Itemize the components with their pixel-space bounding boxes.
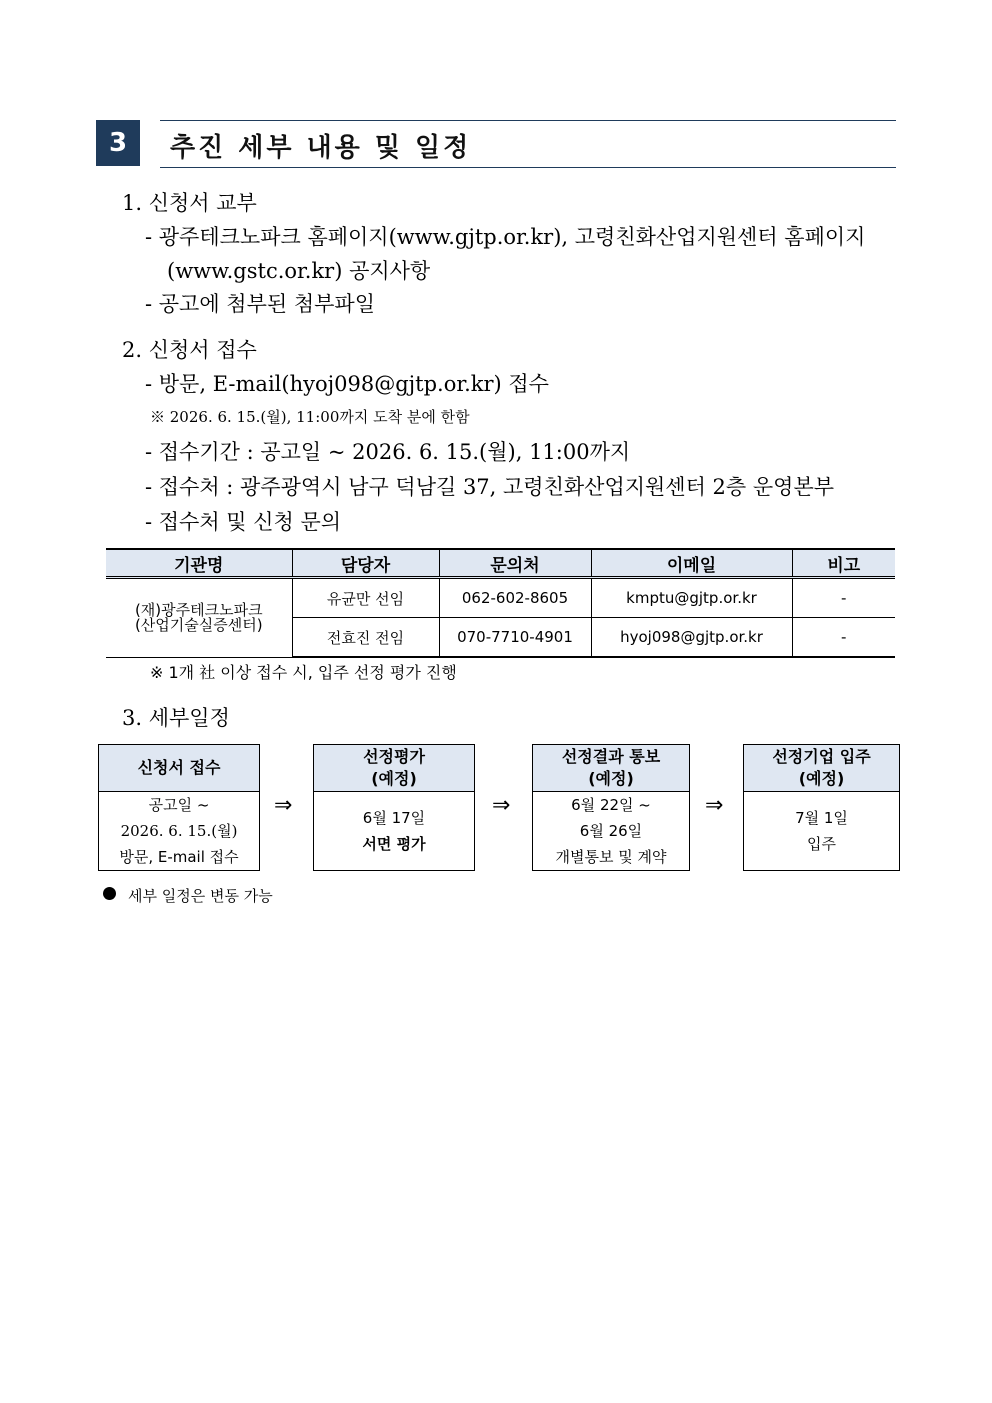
- item1-line-1: - 광주테크노파크 홈페이지(www.gjtp.or.kr), 고령친화산업지원센터 홈페이지: [145, 225, 866, 249]
- bullet-icon: [103, 887, 116, 900]
- arrow-icon: ⇒: [274, 793, 293, 818]
- schedule-step-2: [313, 744, 475, 871]
- schedule-step-head: [314, 745, 474, 792]
- schedule-step-3: [532, 744, 690, 871]
- item2-visit: - 방문, E-mail(hyoj098@gjtp.or.kr) 접수: [145, 372, 549, 396]
- step-title: 신청서 접수: [137, 758, 221, 777]
- item2-inquiry: - 접수처 및 신청 문의: [145, 510, 342, 534]
- item2-note: ※ 2026. 6. 15.(월), 11:00까지 도착 분에 한함: [150, 408, 470, 426]
- step-subtitle: (예정): [798, 769, 845, 788]
- header-phone: 문의처: [439, 549, 591, 578]
- step-title: 선정결과 통보: [561, 747, 661, 766]
- schedule-step-head: [99, 745, 259, 792]
- item1-line-2: (www.gstc.or.kr) 공지사항: [167, 259, 431, 283]
- org-name-line2: (산업기술실증센터): [134, 615, 263, 634]
- table-row: [106, 578, 895, 618]
- header-person: 담당자: [292, 549, 439, 578]
- header-remark: 비고: [792, 549, 895, 578]
- contact-table: [106, 548, 895, 658]
- item2-period: - 접수기간 : 공고일 ~ 2026. 6. 15.(월), 11:00까지: [145, 440, 631, 464]
- step-line-2: 서면 평가: [362, 835, 426, 853]
- step-line-1: 6월 22일 ~: [571, 796, 651, 814]
- step-line-3: 방문, E-mail 접수: [119, 848, 239, 866]
- section-header: [96, 120, 896, 166]
- item1-heading: 1. 신청서 교부: [122, 191, 257, 215]
- item2-place: - 접수처 : 광주광역시 남구 덕남길 37, 고령친화산업지원센터 2층 운영본부: [145, 475, 835, 499]
- step-line-2: 입주: [807, 835, 836, 853]
- schedule-step-1: [98, 744, 260, 871]
- arrow-icon: ⇒: [705, 793, 724, 818]
- step-line-2: 6월 26일: [579, 822, 643, 840]
- arrow-icon: ⇒: [492, 793, 511, 818]
- schedule-step-4: [743, 744, 900, 871]
- table-note: ※ 1개 社 이상 접수 시, 입주 선정 평가 진행: [150, 663, 457, 682]
- header-org: 기관명: [106, 549, 292, 578]
- step-line-1: 6월 17일: [362, 809, 426, 827]
- schedule-step-body: [533, 792, 689, 870]
- person-cell: 유균만 선임: [292, 578, 439, 618]
- phone-cell: 062-602-8605: [439, 578, 591, 618]
- email-cell: kmptu@gjtp.or.kr: [591, 578, 792, 618]
- step-title: 선정평가: [363, 747, 425, 766]
- header-email: 이메일: [591, 549, 792, 578]
- item2-heading: 2. 신청서 접수: [122, 338, 257, 362]
- email-cell: hyoj098@gjtp.or.kr: [591, 618, 792, 658]
- schedule-step-head: [744, 745, 899, 792]
- schedule-step-body: [314, 792, 474, 870]
- phone-cell: 070-7710-4901: [439, 618, 591, 658]
- item3-heading: 3. 세부일정: [122, 706, 230, 730]
- schedule-step-body: [99, 792, 259, 870]
- section-title: 추진 세부 내용 및 일정: [170, 133, 472, 163]
- step-line-3: 개별통보 및 계약: [555, 848, 667, 866]
- org-name-line1: (재)광주테크노파크: [134, 600, 263, 619]
- schedule-step-head: [533, 745, 689, 792]
- step-line-1: 공고일 ~: [148, 796, 210, 814]
- step-line-2: 2026. 6. 15.(월): [120, 822, 238, 840]
- step-line-1: 7월 1일: [795, 809, 848, 827]
- section-number: 3: [96, 120, 140, 166]
- section-title-box: [160, 120, 896, 168]
- contact-table-header: [106, 549, 895, 578]
- step-title: 선정기업 입주: [772, 747, 871, 766]
- remark-cell: -: [792, 618, 895, 658]
- org-cell: [106, 578, 292, 658]
- schedule-footnote: 세부 일정은 변동 가능: [128, 887, 273, 905]
- item1-line-3: - 공고에 첨부된 첨부파일: [145, 292, 375, 316]
- step-subtitle: (예정): [588, 769, 634, 788]
- schedule-step-body: [744, 792, 899, 870]
- step-subtitle: (예정): [371, 769, 417, 788]
- person-cell: 전효진 전임: [292, 618, 439, 658]
- remark-cell: -: [792, 578, 895, 618]
